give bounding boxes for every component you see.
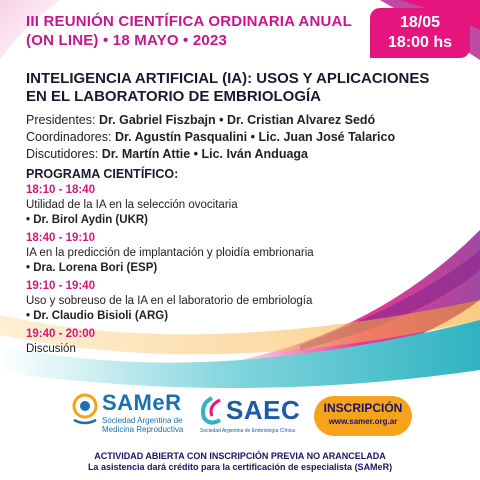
coordinadores-names: Dr. Agustín Pasqualini • Lic. Juan José Talarico <box>114 130 396 144</box>
date-text: 18/05 <box>399 14 441 31</box>
samer-sub-line1: Sociedad Argentina de <box>102 416 183 425</box>
session-speaker: • Dr. Claudio Bisioli (ARG) <box>26 310 169 322</box>
inscripcion-label: INSCRIPCIÓN <box>323 401 403 415</box>
session-speaker: • Dr. Birol Aydin (UKR) <box>26 214 149 226</box>
discutidores-row <box>26 146 466 163</box>
program-heading: PROGRAMA CIENTÍFICO: <box>26 167 179 181</box>
session-speaker: • Dra. Lorena Bori (ESP) <box>26 262 158 274</box>
date-badge <box>370 8 470 58</box>
samer-subtitle <box>102 416 183 434</box>
footer-note-1: ACTIVIDAD ABIERTA CON INSCRIPCIÓN PREVIA NO ARANCELADA <box>94 451 386 461</box>
coordinadores-label: Coordinadores: <box>26 130 112 144</box>
presidentes-row <box>26 112 466 129</box>
event-title-line1: III REUNIÓN CIENTÍFICA ORDINARIA ANUAL <box>26 13 352 30</box>
session-item <box>26 327 466 357</box>
time-text: 18:00 hs <box>387 34 453 51</box>
session-time: 18:10 - 18:40 <box>26 184 96 196</box>
session-time: 19:10 - 19:40 <box>26 280 96 292</box>
samer-name: SAMeR <box>102 390 182 415</box>
event-title-line2: (ON LINE) • 18 MAYO • 2023 <box>26 32 228 49</box>
session-title: Utilidad de la IA en la selección ovocitaria <box>26 199 238 211</box>
saec-name: SAEC <box>226 395 301 425</box>
discutidores-label: Discutidores: <box>26 147 99 161</box>
program-sessions <box>26 183 466 360</box>
inscripcion-url[interactable]: www.samer.org.ar <box>328 417 398 426</box>
event-title <box>26 12 356 50</box>
session-time: 18:40 - 19:10 <box>26 232 96 244</box>
main-title-line2: EN EL LABORATORIO DE EMBRIOLOGÍA <box>26 88 322 105</box>
session-title: Discusión <box>26 343 76 355</box>
samer-logo-icon <box>70 392 100 426</box>
saec-subtitle: Sociedad Argentina de Embriología Clínica <box>200 428 296 434</box>
session-item <box>26 279 466 324</box>
saec-logo-icon <box>198 396 226 426</box>
session-time: 19:40 - 20:00 <box>26 328 96 340</box>
presidentes-names: Dr. Gabriel Fiszbajn • Dr. Cristian Alvarez Sedó <box>98 113 376 127</box>
people-list <box>26 112 466 163</box>
samer-sub-line2: Medicina Reproductiva <box>102 425 184 434</box>
footer-notes <box>0 451 480 473</box>
inscripcion-button[interactable] <box>314 396 412 436</box>
presidentes-label: Presidentes: <box>26 113 96 127</box>
footer <box>0 390 480 480</box>
footer-note-2: La asistencia dará crédito para la certificación de especialista (SAMeR) <box>87 462 393 472</box>
session-title: IA en la predicción de implantación y ploidía embrionaria <box>26 247 314 259</box>
session-title: Uso y sobreuso de la IA en el laboratorio de embriología <box>26 295 313 307</box>
session-item <box>26 231 466 276</box>
coordinadores-row <box>26 129 466 146</box>
discutidores-names: Dr. Martín Attie • Lic. Iván Anduaga <box>101 147 308 161</box>
main-title-line1: INTELIGENCIA ARTIFICIAL (IA): USOS Y APLICACIONES <box>26 70 430 87</box>
main-title <box>26 70 466 106</box>
session-item <box>26 183 466 228</box>
